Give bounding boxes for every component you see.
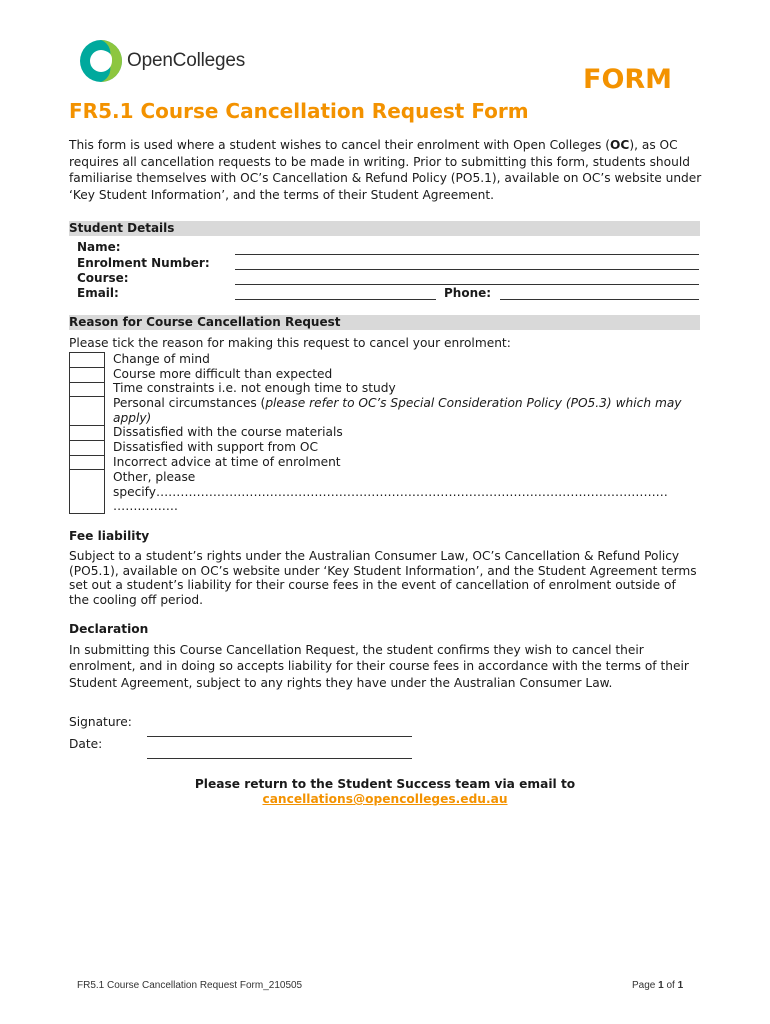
reason-option-label: Dissatisfied with support from OC [113,440,318,454]
fee-liability-heading: Fee liability [69,529,150,543]
checkbox-incorrect-advice[interactable] [69,455,105,469]
return-email-link[interactable]: cancellations@opencolleges.edu.au [262,792,508,806]
signature-label: Signature: [69,715,132,729]
logo-text: OpenColleges [127,50,246,71]
checkbox-other[interactable] [69,469,105,514]
phone-label: Phone: [444,286,492,300]
reason-option-label: Time constraints i.e. not enough time to study [113,381,396,395]
checkbox-time-constraints[interactable] [69,382,105,396]
page-title: FR5.1 Course Cancellation Request Form [69,99,529,123]
course-field[interactable] [235,284,699,285]
other-specify-field[interactable]: specify……………………………………………………………………………………………………………… [113,485,668,499]
reason-option-label: Personal circumstances (please refer to OC’s Special Consideration Policy (PO5.3) which may apply) [113,396,682,425]
reason-option-label: Dissatisfied with the course materials [113,425,343,439]
name-label: Name: [77,240,121,254]
reason-option-label: Incorrect advice at time of enrolment [113,455,341,469]
declaration-heading: Declaration [69,622,149,636]
phone-field[interactable] [500,299,699,300]
email-label: Email: [77,286,119,300]
footer-page-number: Page 1 of 1 [632,980,684,991]
reason-option-label: Change of mind [113,352,210,366]
enrolment-number-field[interactable] [235,269,699,270]
return-email-wrap [0,792,770,807]
footer-doc-id: FR5.1 Course Cancellation Request Form_210505 [77,980,303,991]
reason-heading: Reason for Course Cancellation Request [69,315,700,330]
checkbox-personal-circumstances[interactable] [69,396,105,425]
other-specify-dots: ……………. [113,499,178,513]
fee-liability-text: Subject to a student’s rights under the Australian Consumer Law, OC’s Cancellation & Refund Policy (PO5.1), available on OC’s website under ‘Key Student Information’, and the Student Agreement terms set out a student’s liability for their course fees in the event of cancellation of enrolment outside of the cooling off period. [69,549,697,608]
reason-option-label: Course more difficult than expected [113,367,333,381]
student-details-heading: Student Details [69,221,700,236]
reason-instruction: Please tick the reason for making this request to cancel your enrolment: [69,336,511,350]
form-tag: FORM [583,64,673,95]
open-colleges-logo-icon [78,38,124,84]
date-label: Date: [69,737,103,751]
intro-paragraph: This form is used where a student wishes to cancel their enrolment with Open Colleges (OC), as OC requires all cancellation requests to be made in writing. Prior to submitting this form, students should familiarise themselves with OC’s Cancellation & Refund Policy (PO5.1), available on OC’s website under ‘Key Student Information’, and the terms of their Student Agreement. [69,138,702,202]
name-field[interactable] [235,254,699,255]
checkbox-course-materials[interactable] [69,425,105,440]
declaration-text: In submitting this Course Cancellation Request, the student confirms they wish to cancel their enrolment, and in doing so accepts liability for their course fees in accordance with the terms of their Student Agreement, subject to any rights they have under the Australian Consumer Law. [69,643,689,690]
checkbox-support[interactable] [69,440,105,455]
signature-field[interactable] [147,736,412,737]
date-field[interactable] [147,758,412,759]
checkbox-course-difficult[interactable] [69,367,105,382]
enrolment-number-label: Enrolment Number: [77,256,210,270]
checkbox-change-of-mind[interactable] [69,352,105,367]
email-field[interactable] [235,299,436,300]
course-label: Course: [77,271,129,285]
reason-option-label: Other, please [113,470,196,484]
return-instruction: Please return to the Student Success team via email to [194,777,576,791]
